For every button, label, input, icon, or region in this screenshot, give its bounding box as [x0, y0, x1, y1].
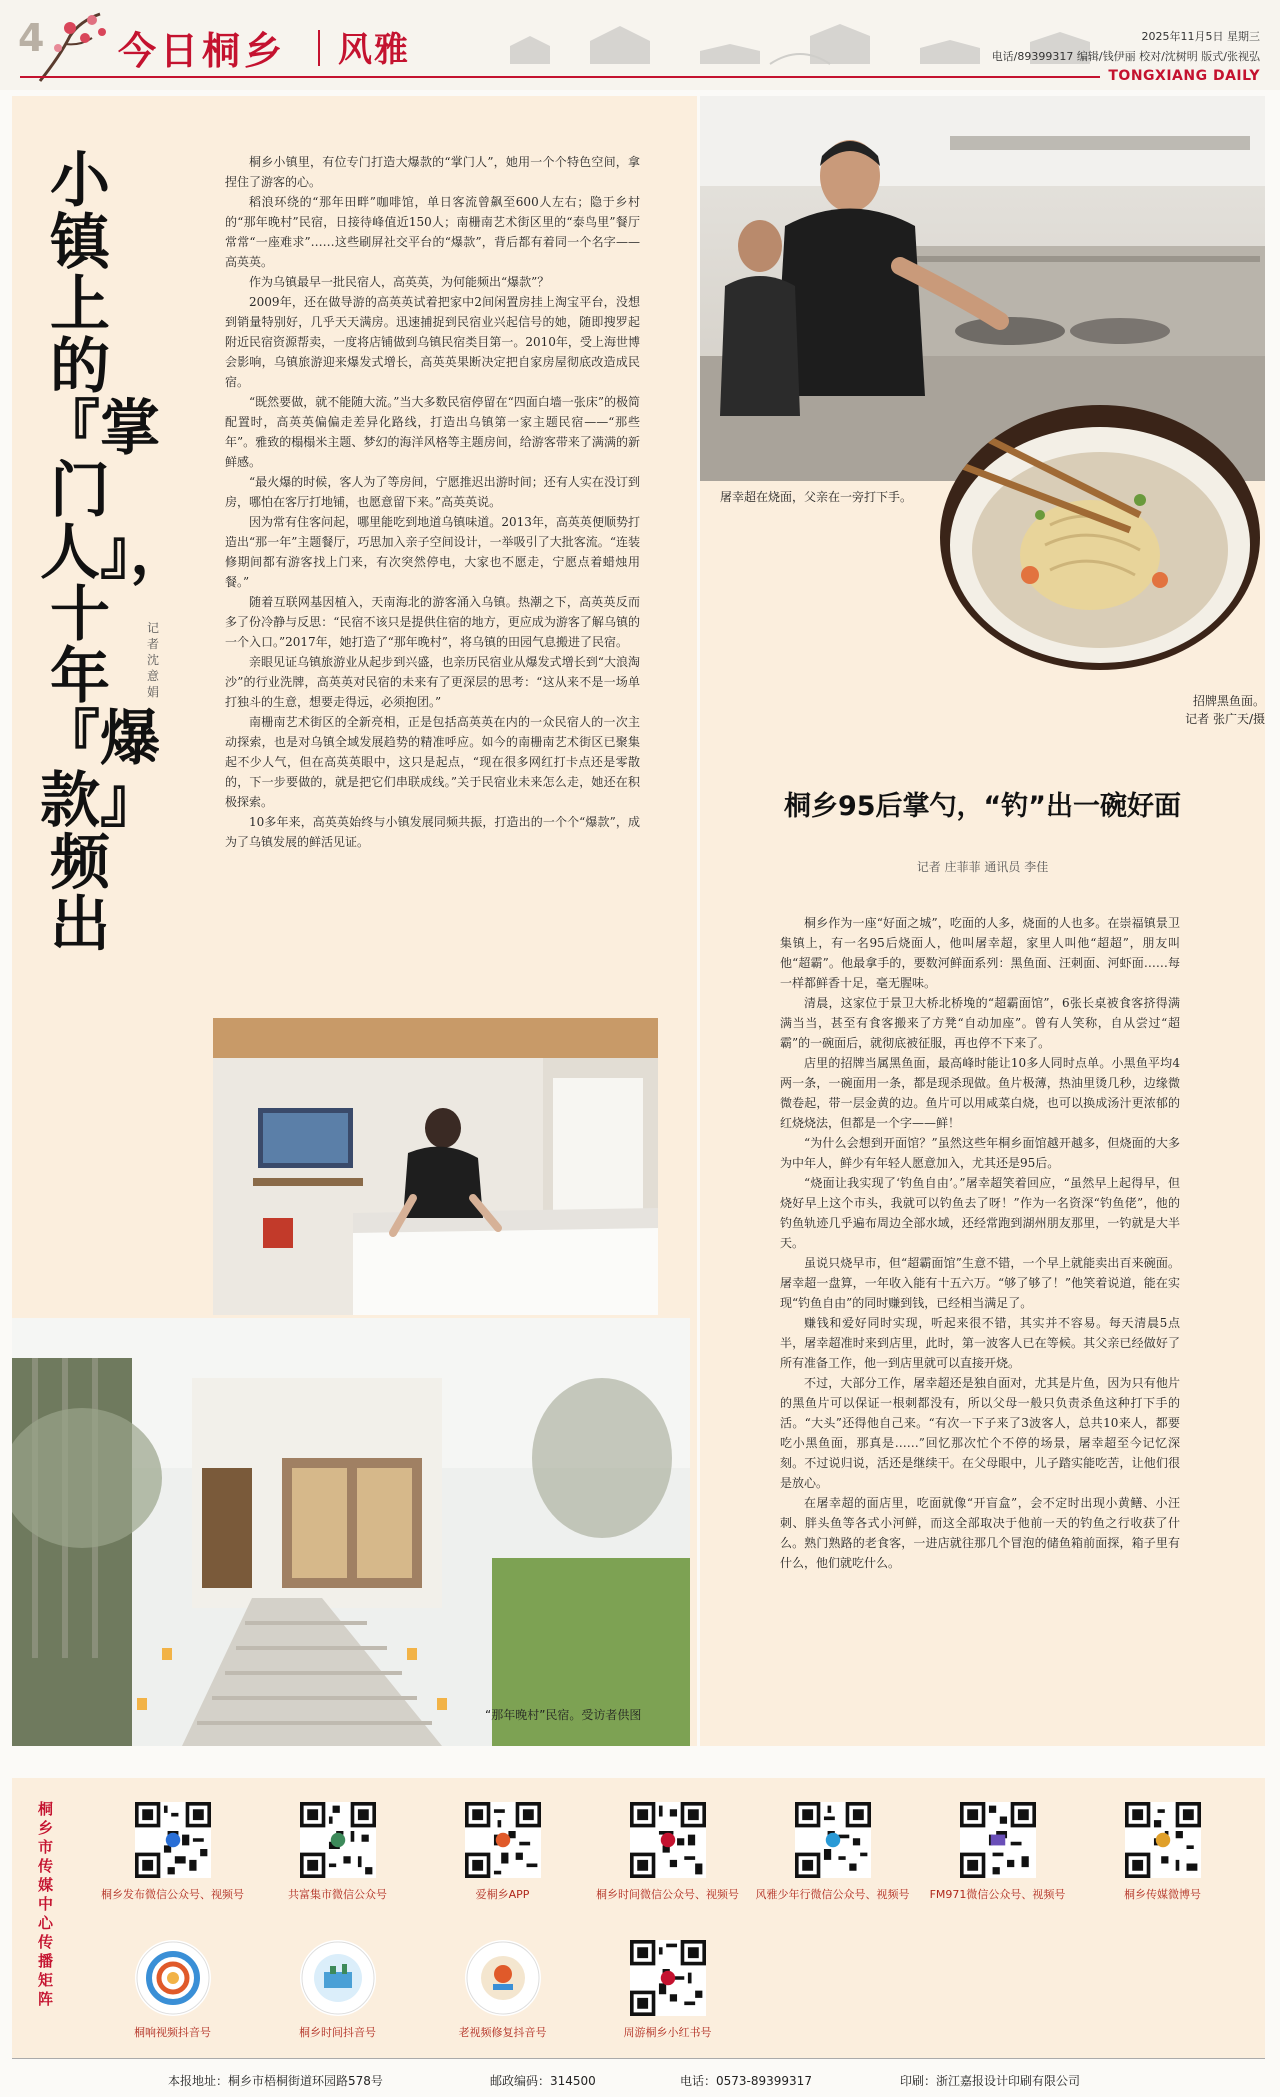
qr-code-icon — [300, 1802, 376, 1878]
bowl-caption-title: 招牌黑鱼面。 — [1192, 694, 1265, 708]
qr-item[interactable] — [90, 1940, 255, 2040]
qr-item[interactable] — [585, 1940, 750, 2040]
qr-label: FM971微信公众号、视频号 — [929, 1888, 1066, 1901]
fish-noodle-image — [940, 405, 1260, 670]
qr-code-icon — [795, 1802, 871, 1878]
newspaper-name-english: TONGXIANG DAILY — [1108, 68, 1260, 84]
footer-postcode: 邮政编码：314500 — [490, 2074, 596, 2088]
paragraph: 桐乡作为一座“好面之城”，吃面的人多，烧面的人也多。在崇福镇景卫集镇上，有一名95后烧面人，他叫屠幸超，家里人叫他“超超”，朋友叫他“超霸”。他最拿手的，要数河鲜面系列：黑鱼面、汪刺面、河虾面……每一样都鲜香十足，毫无腥味。 — [780, 916, 1180, 990]
paragraph: “烧面让我实现了‘钓鱼自由’。”屠幸超笑着回应，“虽然早上起得早，但烧好早上这个市头，我就可以钓鱼去了呀！”作为一名资深“钓鱼佬”，他的钓鱼轨迹几乎遍布周边全部水域，还经常跑到湖州朋友那里，一钓就是大半天。 — [780, 1176, 1180, 1250]
masthead-rule — [20, 76, 1100, 78]
qr-code-icon — [1125, 1802, 1201, 1878]
qr-label: 桐乡发布微信公众号、视频号 — [101, 1888, 244, 1901]
paragraph: 10多年来，高英英始终与小镇发展同频共振，打造出的一个个“爆款”，成为了乌镇发展的鲜活见证。 — [225, 815, 640, 849]
footer-phone: 电话：0573-89399317 — [680, 2074, 812, 2088]
newspaper-logo: 今日桐乡 — [118, 28, 287, 73]
footer-rule — [12, 2058, 1265, 2059]
qr-code-icon — [960, 1802, 1036, 1878]
masthead-divider — [318, 30, 320, 66]
left-story-byline: 记者 沈意娟 — [147, 621, 160, 699]
right-story-headline: 桐乡95后掌勺，“钓”出一碗好面 — [783, 791, 1182, 822]
left-story-headline: 小镇上的『掌门人』，十年『爆款』频出 — [40, 146, 190, 960]
paragraph: 南栅南艺术街区的全新亮相，正是包括高英英在内的一众民宿人的一次主动探索，也是对乌镇全域发展趋势的精准呼应。如今的南栅南艺术街区已聚集起不少人气，但在高英英眼中，这只是起点，“现在很多网红打卡点还是零散的，下一步要做的，就是把它们串联成线。”关于民宿业未来怎么走，她还在积极探索。 — [225, 715, 640, 809]
right-story-byline: 记者 庄菲菲 通讯员 李佳 — [916, 860, 1049, 874]
qr-label: 桐乡时间微信公众号、视频号 — [596, 1888, 739, 1901]
right-story-body — [780, 913, 1180, 1573]
tiktok-qr-icon — [135, 1940, 211, 2016]
bedroom-scene-image — [213, 1018, 658, 1315]
footer-address: 本报地址：桐乡市梧桐街道环园路578号 — [168, 2074, 383, 2088]
qr-item[interactable] — [255, 1940, 420, 2040]
qr-item[interactable] — [750, 1802, 915, 1902]
qr-item[interactable] — [420, 1802, 585, 1902]
qr-label: 桐响视频抖音号 — [134, 2026, 211, 2039]
paragraph: 亲眼见证乌镇旅游业从起步到兴盛，也亲历民宿业从爆发式增长到“大浪淘沙”的行业洗牌，高英英对民宿的未来有了更深层的思考：“这从来不是一场单打独斗的生意，想要走得远，必须抱团。” — [225, 655, 640, 709]
paragraph: 虽说只烧早市，但“超霸面馆”生意不错，一个早上就能卖出百来碗面。屠幸超一盘算，一年收入能有十五六万。“够了够了！”他笑着说道，能在实现“钓鱼自由”的同时赚到钱，已经相当满足了。 — [780, 1256, 1180, 1310]
issue-date: 2025年11月5日 星期三 — [1141, 30, 1260, 43]
qr-code-icon — [135, 1802, 211, 1878]
qr-label: 老视频修复抖音号 — [458, 2026, 547, 2039]
tiktok-qr-icon — [300, 1940, 376, 2016]
chef-photo-caption: 屠幸超在烧面，父亲在一旁打下手。 — [720, 490, 913, 504]
paragraph: “最火爆的时候，客人为了等房间，宁愿推迟出游时间；还有人实在没订到房，哪怕在客厅打地铺，也愿意留下来。”高英英说。 — [225, 475, 640, 509]
editorial-staff: 电话/89399317 编辑/钱伊丽 校对/沈树明 版式/张视弘 — [991, 50, 1260, 63]
qr-label: 桐乡时间抖音号 — [299, 2026, 376, 2039]
paragraph: “为什么会想到开面馆？”虽然这些年桐乡面馆越开越多，但烧面的大多为中年人，鲜少有年轻人愿意加入，尤其还是95后。 — [780, 1136, 1180, 1170]
plum-blossom-icon — [30, 6, 120, 86]
qr-label: 风雅少年行微信公众号、视频号 — [755, 1888, 910, 1901]
masthead — [0, 0, 1280, 90]
courtyard-photo-caption: “那年晚村”民宿。受访者供图 — [485, 1708, 642, 1722]
footer-bar — [0, 2060, 1280, 2097]
paragraph: “既然要做，就不能随大流。”当大多数民宿停留在“四面白墙一张床”的极简配置时，高英英偏偏走差异化路线，打造出乌镇第一家主题民宿——“那些年”。雅致的榻榻米主题、梦幻的海洋风格等主题房间，给游客带来了满满的新鲜感。 — [225, 395, 640, 469]
qr-label: 周游桐乡小红书号 — [623, 2026, 712, 2039]
paragraph: 清晨，这家位于景卫大桥北桥堍的“超霸面馆”，6张长桌被食客挤得满满当当，甚至有食客搬来了方凳“自动加座”。曾有人笑称，自从尝过“超霸”的一碗面后，就彻底被征服，再也停不下来了。 — [780, 996, 1180, 1050]
qr-code-icon — [630, 1802, 706, 1878]
qr-code-icon — [630, 1940, 706, 2016]
page-number: 4 — [18, 16, 45, 60]
qr-code-icon — [465, 1802, 541, 1878]
paragraph: 2009年，还在做导游的高英英试着把家中2间闲置房挂上淘宝平台，没想到销量特别好，几乎天天满房。迅速捕捉到民宿业兴起信号的她，随即搜罗起附近民宿资源帮卖，一度将店铺做到乌镇民宿类目第一。2010年，受上海世博会影响，乌镇旅游迎来爆发式增长，高英英果断决定把自家房屋彻底改造成民宿。 — [225, 295, 640, 389]
qr-item[interactable] — [1080, 1802, 1245, 1902]
noodle-bowl-photo — [940, 405, 1260, 670]
courtyard-scene-image — [12, 1318, 690, 1746]
paragraph: 随着互联网基因植入，天南海北的游客涌入乌镇。热潮之下，高英英反而多了份冷静与反思：“民宿不该只是提供住宿的地方，更应成为游客了解乌镇的一个入口。”2017年，她打造了“那年晚村”，将乌镇的田园气息搬进了民宿。 — [225, 595, 640, 649]
paragraph: 桐乡小镇里，有位专门打造大爆款的“掌门人”，她用一个个特色空间，拿捏住了游客的心。 — [225, 155, 640, 189]
qr-item[interactable] — [90, 1802, 255, 1902]
qr-label: 爱桐乡APP — [475, 1888, 530, 1901]
footer-printer: 印刷：浙江嘉报设计印刷有限公司 — [900, 2074, 1081, 2088]
homestay-bedroom-photo — [213, 1018, 658, 1315]
paragraph: 店里的招牌当属黑鱼面，最高峰时能让10多人同时点单。小黑鱼平均4两一条，一碗面用一条，都是现杀现做。鱼片极薄，热油里烫几秒，边缘微微卷起，带一层金黄的边。鱼片可以用咸菜白烧，也可以换成汤汁更浓郁的红烧烧法，但都是一个字——鲜！ — [780, 1056, 1180, 1130]
media-matrix-heading: 桐乡市传媒中心传播矩阵 — [38, 1800, 54, 2008]
paragraph: 作为乌镇最早一批民宿人，高英英，为何能频出“爆款”？ — [249, 275, 550, 289]
paragraph: 因为常有住客问起，哪里能吃到地道乌镇味道。2013年，高英英便顺势打造出“那一年”主题餐厅，巧思加入亲子空间设计，一举吸引了大批客流。“连装修期间都有游客找上门来，有次突然停电，大家也不愿走，宁愿点着蜡烛用餐。” — [225, 515, 640, 589]
qr-item[interactable] — [420, 1940, 585, 2040]
qr-item[interactable] — [255, 1802, 420, 1902]
left-story-body — [225, 152, 640, 852]
qr-item[interactable] — [915, 1802, 1080, 1902]
qr-label: 共富集市微信公众号 — [288, 1888, 387, 1901]
bowl-caption-credit: 记者 张广天/摄 — [1185, 712, 1265, 726]
qr-item[interactable] — [585, 1802, 750, 1902]
qr-label: 桐乡传媒微博号 — [1124, 1888, 1201, 1901]
homestay-courtyard-photo — [12, 1318, 690, 1746]
paragraph: 赚钱和爱好同时实现，听起来很不错，其实并不容易。每天清晨5点半，屠幸超准时来到店里，此时，第一波客人已在等候。其父亲已经做好了所有准备工作，他一到店里就可以直接开烧。 — [780, 1316, 1180, 1370]
section-title: 风雅 — [338, 30, 410, 70]
paragraph: 不过，大部分工作，屠幸超还是独自面对，尤其是片鱼，因为只有他片的黑鱼片可以保证一根刺都没有，所以父母一般只负责杀鱼这种打下手的活。“大头”还得他自己来。“有次一下子来了3波客人，总共10来人，都要吃小黑鱼面，那真是……”回忆那次忙个不停的场景，屠幸超至今记忆深刻。不过说归说，活还是继续干。在父母眼中，儿子踏实能吃苦，让他们很是放心。 — [780, 1376, 1180, 1490]
paragraph: 在屠幸超的面店里，吃面就像“开盲盒”，会不定时出现小黄鳝、小汪刺、胖头鱼等各式小河鲜，而这全部取决于他前一天的钓鱼之行收获了什么。熟门熟路的老食客，一进店就往那几个冒泡的储鱼箱前面探，箱子里有什么，他们就吃什么。 — [780, 1496, 1180, 1570]
paragraph: 稻浪环绕的“那年田畔”咖啡馆，单日客流曾飙至600人左右；隐于乡村的“那年晚村”民宿，日接待峰值近150人；南栅南艺术街区里的“泰鸟里”餐厅常常“一座难求”……这些刷屏社交平台的“爆款”，背后都有着同一个名字——高英英。 — [225, 195, 640, 269]
bowl-photo-caption — [1105, 692, 1265, 728]
tiktok-qr-icon — [465, 1940, 541, 2016]
